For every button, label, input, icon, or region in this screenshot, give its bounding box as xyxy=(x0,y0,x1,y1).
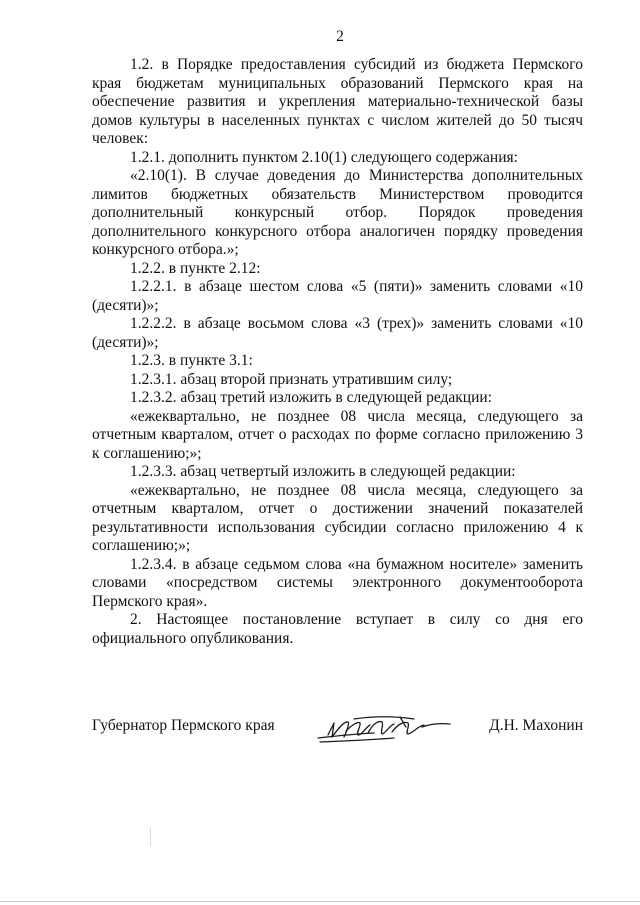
paragraph-1-2-2-2: 1.2.2.2. в абзаце восьмом слова «3 (трех)» заменить словами «10 (десяти)»; xyxy=(92,315,583,351)
paragraph-1-2-1: 1.2.1. дополнить пунктом 2.10(1) следующего содержания: xyxy=(130,148,518,166)
paragraph-quote-2-10-1: «2.10(1). В случае доведения до Министерства дополнительных лимитов бюджетных обязательств Министерством проводится дополнительный конкурсный отбор. Порядок проведения дополнительного конкурсного отбора аналогичен порядку проведения конкурсного отбора.»; xyxy=(92,167,583,258)
signatory-name: Д.Н. Махонин xyxy=(489,717,583,734)
paragraph-quote-report-expenses: «ежеквартально, не позднее 08 числа месяца, следующего за отчетным кварталом, отчет о расходах по форме согласно приложению 3 к соглашению;»; xyxy=(92,407,583,462)
paragraph-1-2-3-2: 1.2.3.2. абзац третий изложить в следующей редакции: xyxy=(130,389,492,406)
paragraph-1-2-2: 1.2.2. в пункте 2.12: xyxy=(130,259,261,277)
signatory-title: Губернатор Пермского края xyxy=(92,717,275,734)
paragraph-1-2-2-1: 1.2.2.1. в абзаце шестом слова «5 (пяти)» заменить словами «10 (десяти)»; xyxy=(92,278,583,314)
paragraph-1-2: 1.2. в Порядке предоставления субсидий из бюджета Пермского края бюджетам муниципальных образований Пермского края на обеспечение развития и укрепления материально-технической базы домов культуры в населенных пунктах с числом жителей до 50 тысяч человек: xyxy=(92,56,583,147)
paragraph-1-2-3-1: 1.2.3.1. абзац второй признать утратившим силу; xyxy=(130,370,453,388)
page-bottom-edge xyxy=(0,901,640,902)
document-body xyxy=(92,56,583,648)
signature-block xyxy=(92,711,583,751)
paragraph-2: 2. Настоящее постановление вступает в силу со дня его официального опубликования. xyxy=(92,611,583,647)
handwritten-signature xyxy=(314,711,454,745)
paragraph-1-2-3-3: 1.2.3.3. абзац четвертый изложить в следующей редакции: xyxy=(130,463,516,480)
paragraph-1-2-3: 1.2.3. в пункте 3.1: xyxy=(130,352,253,369)
paragraph-quote-report-results: «ежеквартально, не позднее 08 числа месяца, следующего за отчетным кварталом, отчет о достижении значений показателей результативности использования субсидии согласно приложению 4 к соглашению;»; xyxy=(92,481,583,554)
scan-artifact xyxy=(150,828,151,846)
page-number: 2 xyxy=(336,28,344,45)
paragraph-1-2-3-4: 1.2.3.4. в абзаце седьмом слова «на бумажном носителе» заменить словами «посредством системы электронного документооборота Пермского края». xyxy=(92,555,583,610)
